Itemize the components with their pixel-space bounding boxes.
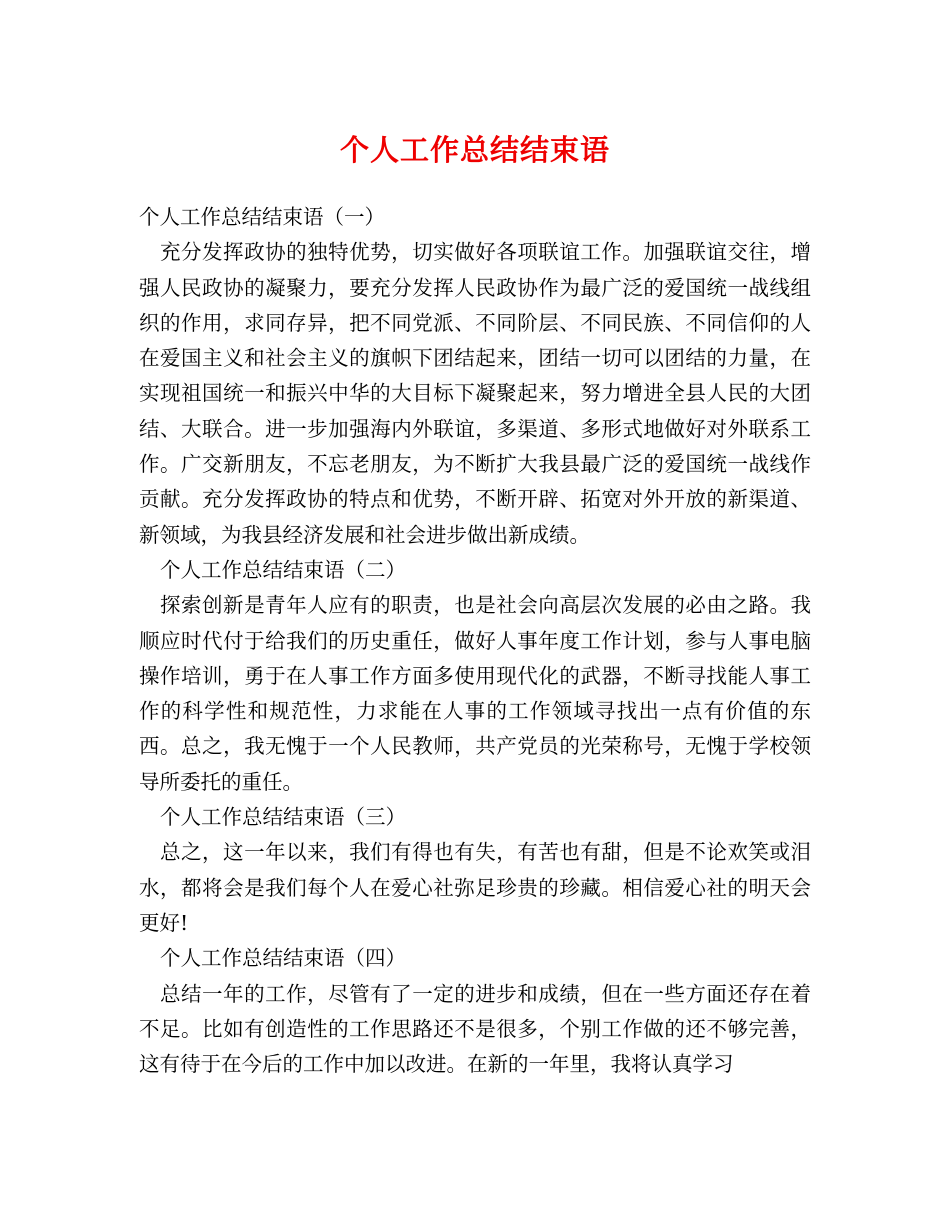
paragraph-1: 充分发挥政协的独特优势，切实做好各项联谊工作。加强联谊交往，增强人民政协的凝聚力，要充分发挥人民政协作为最广泛的爱国统一战线组织的作用，求同存异，把不同党派、不同阶层、不同民族、不同信仰的人在爱国主义和社会主义的旗帜下团结起来，团结一切可以团结的力量，在实现祖国统一和振兴中华的大目标下凝聚起来，努力增进全县人民的大团结、大联合。进一步加强海内外联谊，多渠道、多形式地做好对外联系工作。广交新朋友，不忘老朋友，为不断扩大我县最广泛的爱国统一战线作贡献。充分发挥政协的特点和优势，不断开辟、拓宽对外开放的新渠道、新领域，为我县经济发展和社会进步做出新成绩。 xyxy=(139,240,811,547)
section-heading-1: 个人工作总结结束语（一） xyxy=(139,205,385,229)
paragraph-3: 总之，这一年以来，我们有得也有失，有苦也有甜，但是不论欢笑或泪水，都将会是我们每个人在爱心社弥足珍贵的珍藏。相信爱心社的明天会更好! xyxy=(139,840,811,935)
paragraph-4: 总结一年的工作，尽管有了一定的进步和成绩，但在一些方面还存在着不足。比如有创造性的工作思路还不是很多，个别工作做的还不够完善，这有待于在今后的工作中加以改进。在新的一年里，我将认真学习 xyxy=(139,981,811,1077)
section-heading-3: 个人工作总结结束语（三） xyxy=(160,805,406,830)
document-body xyxy=(139,200,811,1082)
section-heading-4: 个人工作总结结束语（四） xyxy=(160,946,406,971)
paragraph-2: 探索创新是青年人应有的职责，也是社会向高层次发展的必由之路。我顺应时代付于给我们的历史重任，做好人事年度工作计划，参与人事电脑操作培训，勇于在人事工作方面多使用现代化的武器，不断寻找能人事工作的科学性和规范性，力求能在人事的工作领域寻找出一点有价值的东西。总之，我无愧于一个人民教师，共产党员的光荣称号，无愧于学校领导所委托的重任。 xyxy=(139,593,811,794)
document-title: 个人工作总结结束语 xyxy=(339,133,610,167)
section-heading-2: 个人工作总结结束语（二） xyxy=(160,557,406,582)
